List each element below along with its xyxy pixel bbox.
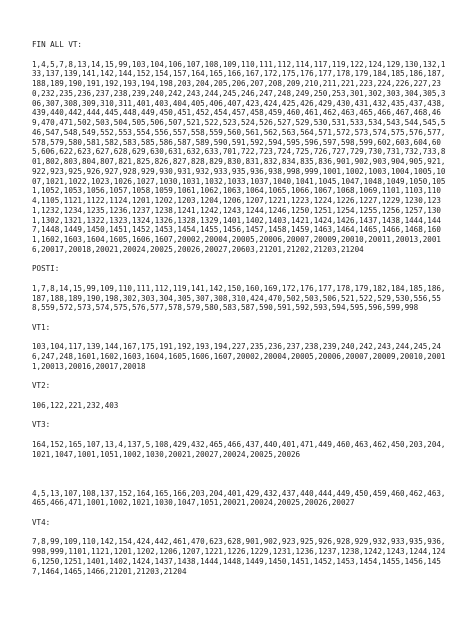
vt2-list: 106,122,221,232,403 xyxy=(32,400,119,410)
section-heading-vt4: VT4: xyxy=(32,517,51,527)
section-heading-posti: POSTI: xyxy=(32,264,60,274)
section-heading-vt1: VT1: xyxy=(32,322,51,332)
fin-all-vt-list: 1,4,5,7,8,13,14,15,99,103,104,106,107,108,109,110,111,112,114,117,119,122,124,129,130,132,133,137,139,141,142,144,152,154,157,164,165,166,167,172,175,176,177,178,179,184,185,186,187,188,189,190,191,192,193,194,198,203,204,205,206,207,208,209,210,211,221,223,224,226,227,230,232,235,236,237,238,239,240,242,243,244,245,246,247,248,249,250,253,301,302,303,304,305,306,307,308,309,310,311,401,403,404,405,406,407,423,424,425,426,429,430,431,432,435,437,438,439,440,442,444,445,448,449,450,451,452,454,457,458,459,460,461,462,463,465,466,467,468,469,470,471,502,503,504,505,506,507,521,522,523,524,526,527,529,530,531,533,534,543,544,545,546,547,548,549,552,553,554,556,557,558,559,560,561,562,563,564,571,572,573,574,575,576,577,578,579,580,581,582,583,585,586,587,589,590,591,592,594,595,596,597,598,599,602,603,604,605,606,622,623,627,628,629,630,631,632,633,701,722,723,724,725,726,727,729,730,731,732,733,801,802,803,804,807,821,825,826,827,828,829,830,831,832,834,835,836,901,902,903,904,905,921,922,923,925,926,927,928,929,930,931,932,933,935,936,938,998,999,1001,1002,1003,1004,1005,1007,1021,1022,1023,1026,1027,1030,1031,1032,1033,1037,1040,1041,1045,1047,1048,1049,1050,1051,1052,1053,1056,1057,1058,1059,1061,1062,1063,1064,1065,1066,1067,1068,1069,1101,1103,1104,1105,1121,1122,1124,1201,1202,1203,1204,1206,1207,1221,1223,1224,1226,1227,1229,1230,1231,1232,1234,1235,1236,1237,1238,1241,1242,1243,1244,1246,1250,1251,1254,1255,1256,1257,1301,1302,1321,1322,1323,1324,1326,1328,1329,1401,1402,1403,1421,1424,1426,1437,1438,1444,1447,1448,1449,1450,1451,1452,1453,1454,1455,1456,1457,1458,1459,1463,1464,1465,1466,1468,1601,1602,1603,1604,1605,1606,1607,20002,20004,20005,20006,20007,20009,20010,20011,20013,20016,20017,20018,20021,20024,20025,20026,20027,20603,21201,21202,21203,21204 xyxy=(32,59,446,254)
section-heading-vt2: VT2: xyxy=(32,381,51,391)
section-heading-fin-all-vt: FIN ALL VT: xyxy=(32,40,82,49)
vt3-list: 164,152,165,107,13,4,137,5,108,429,432,465,466,437,440,401,471,449,460,463,462,450,203,204,1021,1047,1001,1051,1002,1030,20021,20027,20024,20025,20026 xyxy=(32,439,446,459)
posti-list: 1,7,8,14,15,99,109,110,111,112,119,141,142,150,160,169,172,176,177,178,179,182,184,185,186,187,188,189,190,198,302,303,304,305,307,308,310,424,470,502,503,506,521,522,529,530,556,558,559,572,573,574,575,576,577,578,579,580,583,587,590,591,592,593,594,595,596,599,998 xyxy=(32,283,446,313)
section-heading-vt3: VT3: xyxy=(32,420,51,430)
vt4-list: 7,8,99,109,110,142,154,424,442,461,470,623,628,901,902,923,925,926,928,929,932,933,935,936,998,999,1101,1121,1201,1202,1206,1207,1221,1226,1229,1231,1236,1237,1238,1242,1243,1244,1246,1250,1251,1401,1402,1424,1437,1438,1444,1448,1449,1450,1451,1452,1453,1454,1455,1456,1457,1464,1465,1466,21201,21203,21204 xyxy=(32,537,446,576)
vt3-sorted-list: 4,5,13,107,108,137,152,164,165,166,203,204,401,429,432,437,440,444,449,450,459,460,462,463,465,466,471,1001,1002,1021,1030,1047,1051,20021,20024,20025,20026,20027 xyxy=(32,488,446,508)
blank-gap xyxy=(32,469,448,489)
vt1-list: 103,104,117,139,144,167,175,191,192,193,194,227,235,236,237,238,239,240,242,243,244,245,246,247,248,1601,1602,1603,1604,1605,1606,1607,20002,20004,20005,20006,20007,20009,20010,20011,20013,20016,20017,20018 xyxy=(32,342,446,371)
